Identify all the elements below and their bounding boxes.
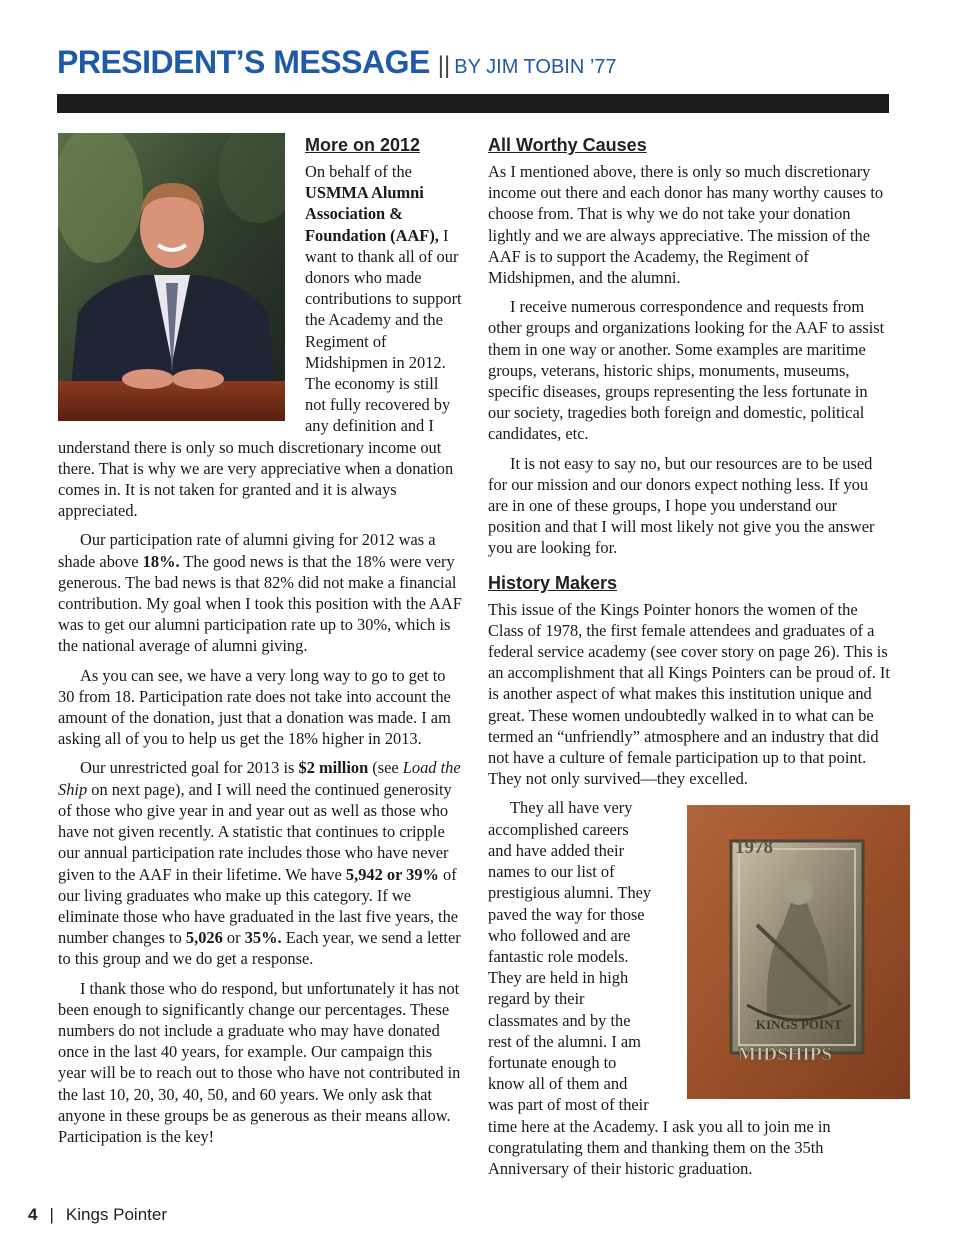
paragraph: As you can see, we have a very long way to go to get to 30 from 18. Participation rate does not take into account the amount of the donation, just that a donation was made. I am asking all of you to help us get the 18% higher in 2013. (58, 665, 451, 749)
header-separator: || (437, 52, 451, 79)
page-header (57, 44, 897, 88)
paragraph: As I mentioned above, there is only so much discretionary income out there and each donor has many worthy causes to choose from. That is why we do not take your donation lightly and we are always appreciative. The mission of the AAF is to support the Academy, the Regiment of Midshipmen, and the alumni. (488, 162, 884, 288)
footer-separator: | (49, 1205, 54, 1224)
author-byline: BY JIM TOBIN ’77 (454, 56, 617, 78)
portrait-illustration (58, 133, 285, 421)
header-rule (57, 94, 889, 113)
subheading-more-on-2012: More on 2012 (305, 135, 421, 155)
page-footer (28, 1205, 167, 1225)
paragraph: It is not easy to say no, but our resources are to be used for our mission and our donors expect nothing less. If you are in one of these groups, I hope you understand our position and that I will most likely not give you the answer you are looking for. (488, 453, 875, 558)
left-column (58, 133, 462, 1155)
paragraph: I receive numerous correspondence and requests from other groups and organizations looking for the AAF to assist them in one way or another. Some examples are maritime groups, veterans, historic ships, monuments, museums, specific diseases, groups representing the less fortunate in our society, tragedies both foreign and domestic, political candidates, etc. (488, 297, 885, 444)
yearbook-year: 1978 (735, 837, 773, 859)
section-title: PRESIDENT’S MESSAGE (57, 44, 430, 80)
yearbook-title: MIDSHIPS (738, 1044, 832, 1066)
paragraph: On behalf of the USMMA Alumni Association & Foundation (AAF), I want to thank all of our donors who made contributions to support the Academy and the Regiment of Midshipmen in 2012. The economy is still not fully recovered by any definition and I understand there is only so much discretionary income out there. That is why we are very appreciative when a donation comes in. It is not taken for granted and it is always appreciated. (58, 162, 462, 521)
page-number: 4 (28, 1205, 38, 1224)
subheading-all-worthy-causes: All Worthy Causes (488, 135, 647, 155)
yearbook-banner: KINGS POINT (755, 1017, 843, 1033)
paragraph: Our unrestricted goal for 2013 is $2 million (see Load the Ship on next page), and I will need the continued generosity of those who give year in and year out as well as those who have not given recently. A statistic that continues to cripple our annual participation rate includes those who have never given to the AAF in their lifetime. We have 5,942 or 39% of our living graduates who make up this category. If we eliminate those who have graduated in the last five years, the number changes to 5,026 or 35%. Each year, we send a letter to this group and we do get a response. (58, 758, 461, 969)
paragraph: 1978 KINGS POINT MIDSHIPS They all have very accomplished careers and have added their names to our list of prestigious alumni. They paved the way for those who followed and are fantastic role models. They are held in high regard by their classmates and by the rest of the alumni. I am fortunate enough to know all of them and was part of most of their time here at the Academy. I ask you all to join me in congratulating them and thanking them on the 35th Anniversary of their historic graduation. (488, 797, 890, 1179)
paragraph: I thank those who do respond, but unfortunately it has not been enough to significantly change our percentages. These numbers do not include a graduate who may have donated once in the last 40 years, for example. Our campaign this year will be to reach out to those who have not contributed in the last 10, 20, 30, 40, 50, and 60 years. We only ask that anyone in these groups be as generous as their means allow. Participation is the key! (58, 978, 461, 1146)
president-portrait (58, 133, 285, 421)
publication-name: Kings Pointer (65, 1205, 168, 1224)
right-column (488, 133, 890, 1187)
yearbook-illustration (687, 805, 910, 1099)
yearbook-cover-image (665, 805, 888, 1099)
subheading-history-makers: History Makers (488, 572, 618, 593)
paragraph: Our participation rate of alumni giving for 2012 was a shade above 18%. The good news is that the 18% were very generous. The bad news is that 82% did not make a financial contribution. My goal when I took this position with the AAF was to get our alumni participation rate up to 30%, which is the national average of alumni giving. (58, 530, 462, 656)
paragraph: This issue of the Kings Pointer honors the women of the Class of 1978, the first female attendees and graduates of a federal service academy (see cover story on page 26). This is an accomplishment that all Kings Pointers can be proud of. It is another aspect of what makes this institution unique and great. These women undoubtedly walked in to what can be termed an “unfriendly” atmosphere and an industry that did not have a culture of female participation up to that point. They not only survived—they excelled. (488, 599, 890, 789)
